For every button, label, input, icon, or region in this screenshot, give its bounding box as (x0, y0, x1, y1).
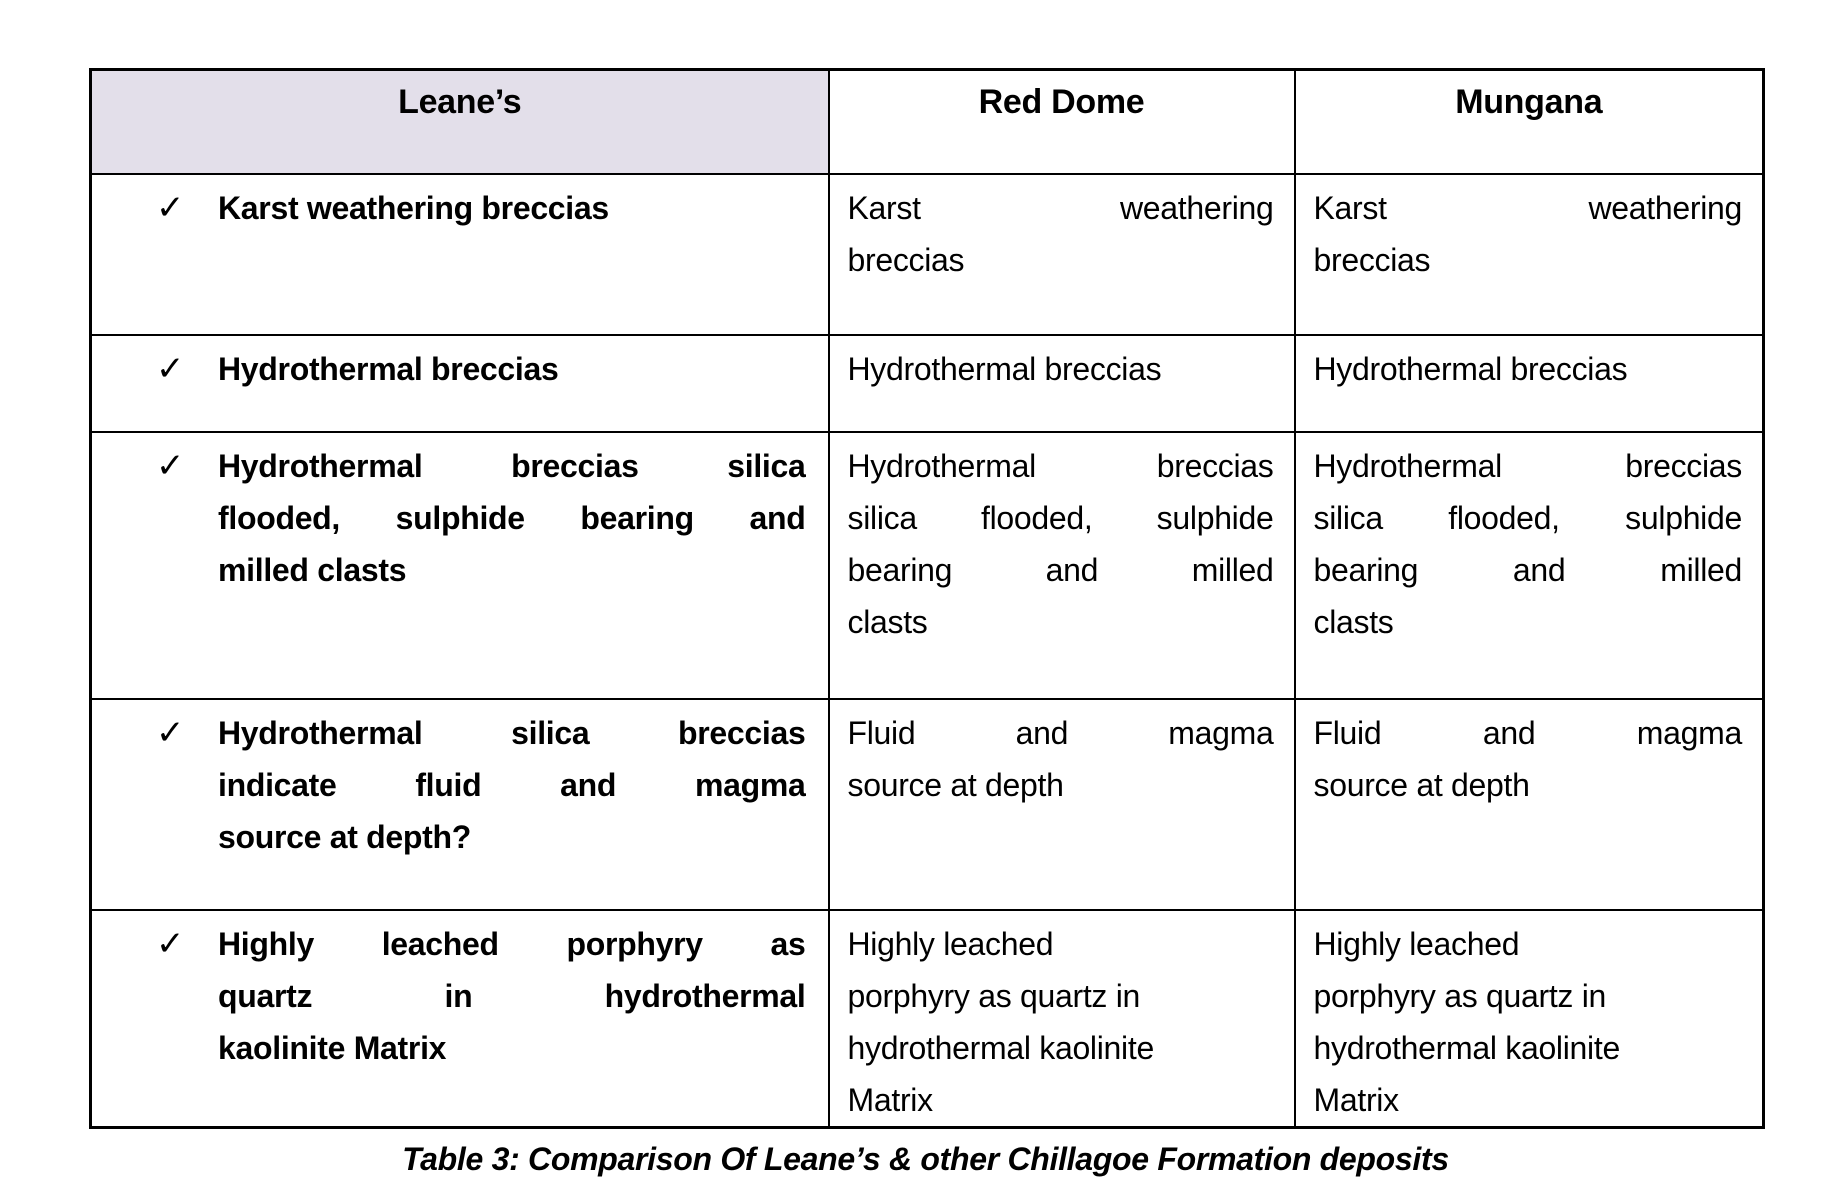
cell-text (218, 707, 806, 863)
table-header (91, 70, 1764, 174)
cell-text (218, 343, 806, 395)
cell-red-dome (829, 174, 1295, 335)
cell-leanes (91, 699, 829, 910)
cell-line: Hydrothermal breccias (847, 447, 1274, 484)
cell-text (830, 911, 1294, 1126)
comparison-table (89, 68, 1765, 1129)
cell-line: Fluid and magma (847, 714, 1274, 751)
cell-text (1296, 700, 1763, 811)
table-body (91, 174, 1764, 1128)
cell-text (1296, 175, 1763, 286)
table-row (91, 432, 1764, 699)
cell-line: source at depth (1313, 766, 1530, 803)
cell-line: bearing and milled (847, 551, 1274, 588)
checkmark-icon: ✓ (156, 446, 185, 485)
cell-line: Highly leached (1313, 925, 1520, 962)
header-row (91, 70, 1764, 174)
cell-line: Karst weathering (1313, 189, 1742, 226)
cell-line: Hydrothermal breccias (847, 350, 1162, 387)
cell-line: Hydrothermal breccias (1313, 447, 1742, 484)
table-row (91, 910, 1764, 1128)
cell-line: Hydrothermal breccias (1313, 350, 1628, 387)
cell-line: source at depth (847, 766, 1064, 803)
cell-line: silica flooded, sulphide (1313, 499, 1742, 536)
cell-leanes (91, 910, 829, 1128)
cell-line: breccias (1313, 241, 1431, 278)
cell-text (1296, 336, 1763, 395)
cell-red-dome (829, 699, 1295, 910)
cell-text (1296, 911, 1763, 1126)
cell-line: indicate fluid and magma (218, 766, 806, 803)
table-caption: Table 3: Comparison Of Leane’s & other Chillagoe Formation deposits (402, 1141, 1449, 1177)
checkmark-icon: ✓ (156, 349, 185, 388)
cell-line: bearing and milled (1313, 551, 1742, 588)
cell-line: Highly leached (847, 925, 1054, 962)
cell-line: kaolinite Matrix (218, 1029, 447, 1066)
cell-line: quartz in hydrothermal (218, 977, 806, 1014)
cell-red-dome (829, 910, 1295, 1128)
cell-text (830, 336, 1294, 395)
cell-line: milled clasts (218, 551, 407, 588)
cell-line: porphyry as quartz in (1313, 977, 1607, 1014)
cell-leanes (91, 174, 829, 335)
cell-leanes (91, 335, 829, 432)
cell-line: Highly leached porphyry as (218, 925, 806, 962)
cell-line: clasts (1313, 603, 1394, 640)
cell-line: source at depth? (218, 818, 472, 855)
cell-mungana (1295, 910, 1764, 1128)
cell-red-dome (829, 432, 1295, 699)
cell-line: Karst weathering (847, 189, 1274, 226)
cell-red-dome (829, 335, 1295, 432)
column-header-leanes: Leane’s (91, 70, 829, 174)
cell-line: clasts (847, 603, 928, 640)
cell-text (830, 175, 1294, 286)
cell-line: Matrix (847, 1081, 933, 1118)
cell-line: Hydrothermal breccias (218, 350, 559, 387)
checkmark-icon: ✓ (156, 188, 185, 227)
cell-leanes (91, 432, 829, 699)
cell-text (218, 440, 806, 596)
cell-line: Hydrothermal silica breccias (218, 714, 806, 751)
cell-text (218, 182, 806, 234)
cell-line: Karst weathering breccias (218, 189, 609, 226)
cell-line: porphyry as quartz in (847, 977, 1141, 1014)
cell-text (1296, 433, 1763, 648)
cell-line: hydrothermal kaolinite (847, 1029, 1154, 1066)
cell-line: flooded, sulphide bearing and (218, 499, 806, 536)
column-header-red-dome: Red Dome (829, 70, 1295, 174)
cell-line: breccias (847, 241, 965, 278)
cell-text (830, 700, 1294, 811)
cell-mungana (1295, 174, 1764, 335)
table-row (91, 699, 1764, 910)
cell-mungana (1295, 699, 1764, 910)
cell-line: Matrix (1313, 1081, 1399, 1118)
cell-text (830, 433, 1294, 648)
checkmark-icon: ✓ (156, 924, 185, 963)
cell-line: silica flooded, sulphide (847, 499, 1274, 536)
cell-text (218, 918, 806, 1074)
cell-line: hydrothermal kaolinite (1313, 1029, 1620, 1066)
table-row (91, 335, 1764, 432)
cell-mungana (1295, 335, 1764, 432)
column-header-mungana: Mungana (1295, 70, 1764, 174)
cell-line: Fluid and magma (1313, 714, 1742, 751)
checkmark-icon: ✓ (156, 713, 185, 752)
cell-line: Hydrothermal breccias silica (218, 447, 806, 484)
cell-mungana (1295, 432, 1764, 699)
table-row (91, 174, 1764, 335)
